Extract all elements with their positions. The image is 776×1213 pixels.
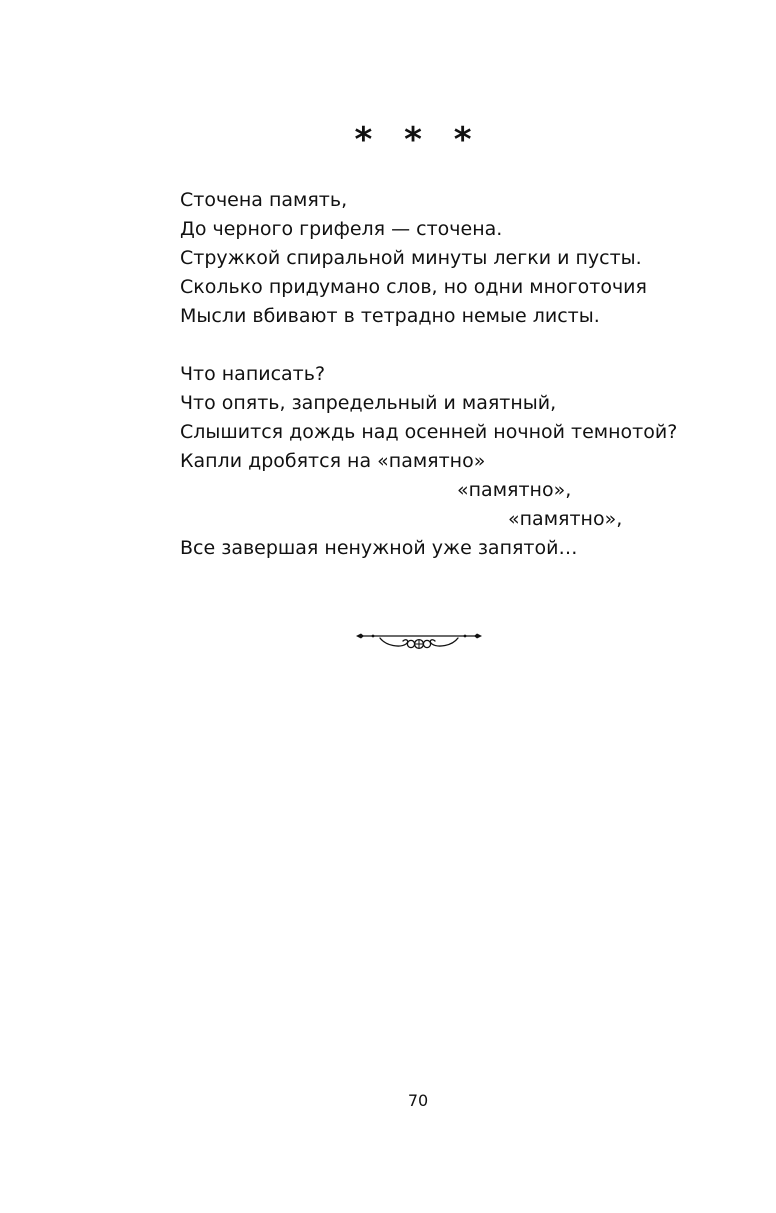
poem-line: Сколько придумано слов, но одни многоточия: [180, 276, 647, 298]
page-number: 70: [407, 1091, 429, 1110]
poem-line-indented: «памятно»,: [508, 508, 623, 530]
stanza-2: [180, 360, 740, 563]
poem-line: Что написать?: [180, 363, 326, 385]
stanza-1: [180, 186, 740, 331]
flourish-divider-icon: [356, 628, 482, 656]
poem: [180, 186, 740, 592]
poem-line: Слышится дождь над осенней ночной темнотой?: [180, 421, 678, 443]
poem-line: Стружкой спиральной минуты легки и пусты.: [180, 247, 642, 269]
poem-line: Капли дробятся на «памятно»: [180, 450, 486, 472]
poem-line: Все завершая ненужной уже запятой…: [180, 537, 578, 559]
poem-line: Сточена память,: [180, 189, 348, 211]
poem-heading: * * *: [354, 120, 482, 160]
poem-line: Что опять, запредельный и маятный,: [180, 392, 557, 414]
poem-line-indented: «памятно»,: [457, 479, 572, 501]
poem-line: До черного грифеля — сточена.: [180, 218, 503, 240]
poem-line: Мысли вбивают в тетрадно немые листы.: [180, 305, 600, 327]
